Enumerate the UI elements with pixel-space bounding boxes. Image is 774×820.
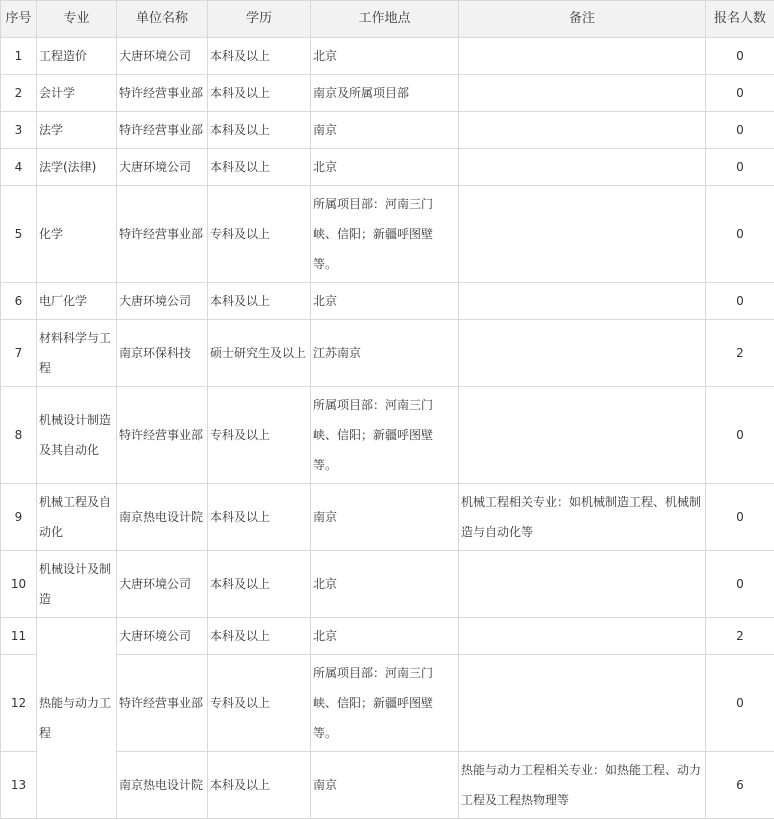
cell-remark <box>459 387 706 484</box>
cell-seq: 13 <box>1 752 37 819</box>
cell-seq: 4 <box>1 149 37 186</box>
cell-seq: 5 <box>1 186 37 283</box>
cell-major: 热能与动力工程 <box>37 618 117 819</box>
header-remark: 备注 <box>459 1 706 38</box>
cell-education: 本科及以上 <box>208 551 311 618</box>
cell-remark <box>459 320 706 387</box>
cell-unit: 南京热电设计院 <box>117 752 208 819</box>
cell-major: 会计学 <box>37 75 117 112</box>
header-row <box>1 1 774 38</box>
cell-education: 本科及以上 <box>208 38 311 75</box>
cell-remark: 热能与动力工程相关专业：如热能工程、动力工程及工程热物理等 <box>459 752 706 819</box>
cell-major: 法学 <box>37 112 117 149</box>
cell-major: 电厂化学 <box>37 283 117 320</box>
table-row <box>1 75 774 112</box>
table-row <box>1 551 774 618</box>
cell-location: 所属项目部：河南三门峡、信阳；新疆呼图壁等。 <box>311 387 459 484</box>
cell-location: 南京 <box>311 112 459 149</box>
cell-education: 专科及以上 <box>208 387 311 484</box>
cell-unit: 特许经营事业部 <box>117 112 208 149</box>
header-seq: 序号 <box>1 1 37 38</box>
cell-count: 0 <box>706 387 774 484</box>
cell-remark <box>459 283 706 320</box>
cell-location: 所属项目部：河南三门峡、信阳；新疆呼图壁等。 <box>311 655 459 752</box>
cell-unit: 特许经营事业部 <box>117 387 208 484</box>
cell-location: 所属项目部：河南三门峡、信阳；新疆呼图壁等。 <box>311 186 459 283</box>
cell-unit: 大唐环境公司 <box>117 283 208 320</box>
cell-location: 南京 <box>311 752 459 819</box>
cell-unit: 特许经营事业部 <box>117 655 208 752</box>
header-location: 工作地点 <box>311 1 459 38</box>
cell-unit: 特许经营事业部 <box>117 75 208 112</box>
cell-count: 2 <box>706 618 774 655</box>
cell-location: 北京 <box>311 618 459 655</box>
cell-education: 专科及以上 <box>208 655 311 752</box>
cell-count: 0 <box>706 149 774 186</box>
cell-count: 0 <box>706 75 774 112</box>
cell-location: 北京 <box>311 551 459 618</box>
cell-seq: 10 <box>1 551 37 618</box>
table-row <box>1 320 774 387</box>
table-row <box>1 618 774 655</box>
cell-major: 化学 <box>37 186 117 283</box>
cell-education: 硕士研究生及以上 <box>208 320 311 387</box>
cell-unit: 大唐环境公司 <box>117 551 208 618</box>
cell-major: 工程造价 <box>37 38 117 75</box>
cell-remark <box>459 149 706 186</box>
cell-count: 0 <box>706 655 774 752</box>
cell-count: 0 <box>706 283 774 320</box>
table-row <box>1 655 774 752</box>
cell-unit: 南京热电设计院 <box>117 484 208 551</box>
cell-seq: 7 <box>1 320 37 387</box>
cell-count: 0 <box>706 38 774 75</box>
cell-major: 机械设计及制造 <box>37 551 117 618</box>
cell-count: 0 <box>706 186 774 283</box>
cell-remark <box>459 655 706 752</box>
table-row <box>1 186 774 283</box>
header-count: 报名人数 <box>706 1 774 38</box>
cell-location: 北京 <box>311 283 459 320</box>
cell-seq: 8 <box>1 387 37 484</box>
cell-major: 法学(法律) <box>37 149 117 186</box>
cell-remark <box>459 551 706 618</box>
cell-location: 北京 <box>311 149 459 186</box>
cell-education: 专科及以上 <box>208 186 311 283</box>
cell-seq: 6 <box>1 283 37 320</box>
cell-location: 北京 <box>311 38 459 75</box>
cell-education: 本科及以上 <box>208 112 311 149</box>
cell-unit: 大唐环境公司 <box>117 618 208 655</box>
table-row <box>1 38 774 75</box>
cell-education: 本科及以上 <box>208 283 311 320</box>
table-row <box>1 484 774 551</box>
cell-seq: 11 <box>1 618 37 655</box>
cell-location: 南京及所属项目部 <box>311 75 459 112</box>
cell-unit: 特许经营事业部 <box>117 186 208 283</box>
cell-education: 本科及以上 <box>208 75 311 112</box>
table-row <box>1 283 774 320</box>
cell-seq: 2 <box>1 75 37 112</box>
cell-major: 机械工程及自动化 <box>37 484 117 551</box>
cell-education: 本科及以上 <box>208 149 311 186</box>
table-row <box>1 149 774 186</box>
cell-count: 0 <box>706 551 774 618</box>
cell-count: 2 <box>706 320 774 387</box>
cell-unit: 大唐环境公司 <box>117 149 208 186</box>
header-unit: 单位名称 <box>117 1 208 38</box>
cell-seq: 12 <box>1 655 37 752</box>
cell-remark: 机械工程相关专业：如机械制造工程、机械制造与自动化等 <box>459 484 706 551</box>
header-education: 学历 <box>208 1 311 38</box>
cell-major: 材料科学与工程 <box>37 320 117 387</box>
cell-major: 机械设计制造及其自动化 <box>37 387 117 484</box>
cell-count: 0 <box>706 484 774 551</box>
cell-education: 本科及以上 <box>208 618 311 655</box>
cell-education: 本科及以上 <box>208 752 311 819</box>
cell-seq: 1 <box>1 38 37 75</box>
table-row <box>1 752 774 819</box>
cell-seq: 9 <box>1 484 37 551</box>
table-row <box>1 112 774 149</box>
cell-remark <box>459 75 706 112</box>
cell-education: 本科及以上 <box>208 484 311 551</box>
cell-seq: 3 <box>1 112 37 149</box>
cell-remark <box>459 38 706 75</box>
cell-count: 0 <box>706 112 774 149</box>
table-row <box>1 387 774 484</box>
cell-remark <box>459 618 706 655</box>
header-major: 专业 <box>37 1 117 38</box>
cell-unit: 大唐环境公司 <box>117 38 208 75</box>
cell-location: 江苏南京 <box>311 320 459 387</box>
cell-count: 6 <box>706 752 774 819</box>
cell-remark <box>459 186 706 283</box>
cell-remark <box>459 112 706 149</box>
cell-location: 南京 <box>311 484 459 551</box>
cell-unit: 南京环保科技 <box>117 320 208 387</box>
